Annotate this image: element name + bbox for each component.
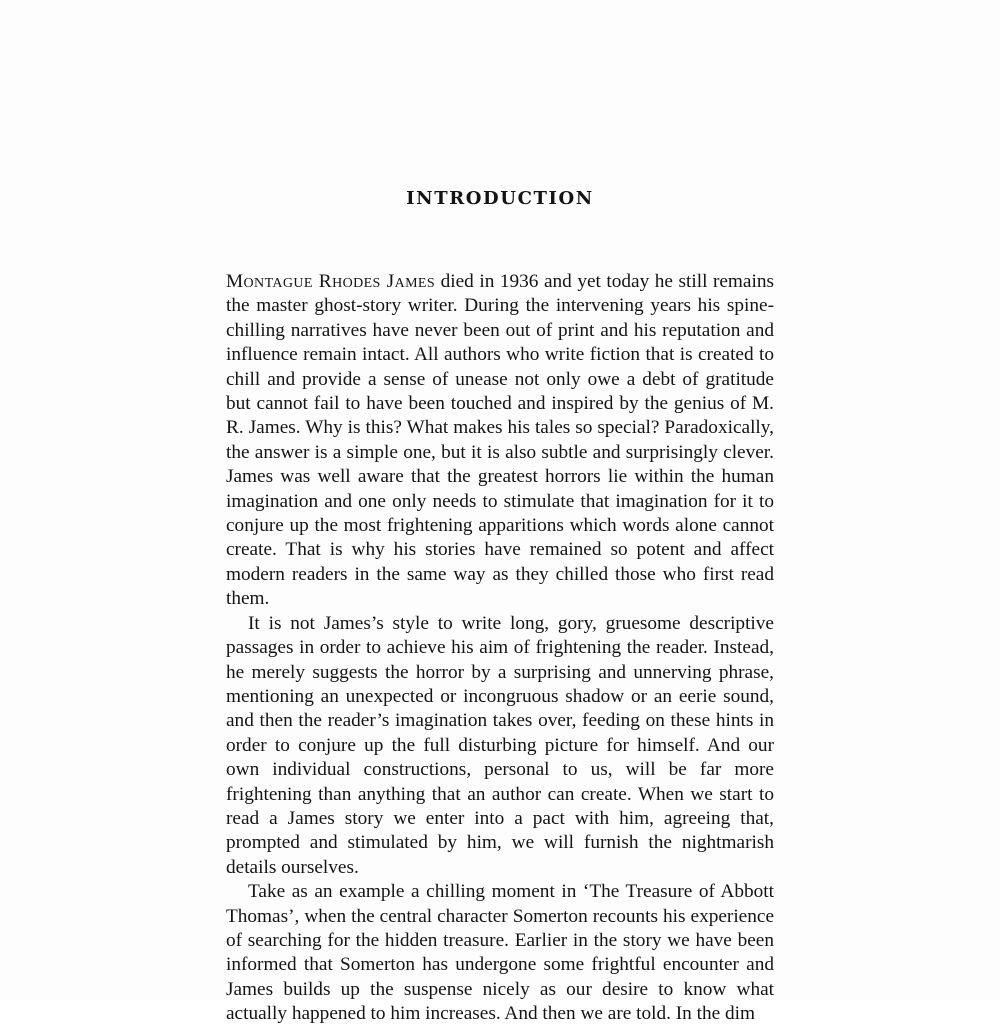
chapter-heading: INTRODUCTION — [406, 188, 594, 209]
paragraph-2: It is not James’s style to write long, gory, gruesome descriptive passages in order to achieve his aim of frightening the reader. Instead, he merely suggests the horror by a surprising and unnerving phrase, mentioning an unexpected or incongruous shadow or an eerie sound, and then the reader’s imagination takes over, feeding on these hints in order to conjure up the full disturbing picture for himself. And our own individual constructions, personal to us, will be far more frightening than anything that an author can create. When we start to read a James story we enter into a pact with him, agreeing that, prompted and stimulated by him, we will furnish the nightmarish details ourselves. — [226, 612, 774, 878]
body-text — [226, 270, 774, 1027]
paragraph-1-text: died in 1936 and yet today he still remains the master ghost-story writer. During the intervening years his spine-chilling narratives have never been out of print and his reputation and influence remain intact. All authors who write fiction that is created to chill and provide a sense of unease not only owe a debt of gratitude but cannot fail to have been touched and inspired by the genius of M. R. James. Why is this? What makes his tales so special? Paradoxically, the answer is a simple one, but it is also subtle and surprisingly clever. James was well aware that the greatest horrors lie within the human imagination and one only needs to stimulate that imagination for it to conjure up the most frightening apparitions which words alone cannot create. That is why his stories have remained so potent and affect modern readers in the same way as they chilled those who first read them. — [226, 271, 774, 610]
paragraph-3: Take as an example a chilling moment in ‘The Treasure of Abbott Thomas’, when the central character Somerton recounts his experience of searching for the hidden treasure. Earlier in the story we have been informed that Somerton has undergone some frightful encounter and James builds up the suspense nicely as our desire to know what actually happened to him increases. And then we are told. In the dim — [226, 881, 774, 1025]
paragraph-1-lead: Montague Rhodes James — [226, 271, 436, 292]
paragraph-1 — [226, 270, 774, 612]
